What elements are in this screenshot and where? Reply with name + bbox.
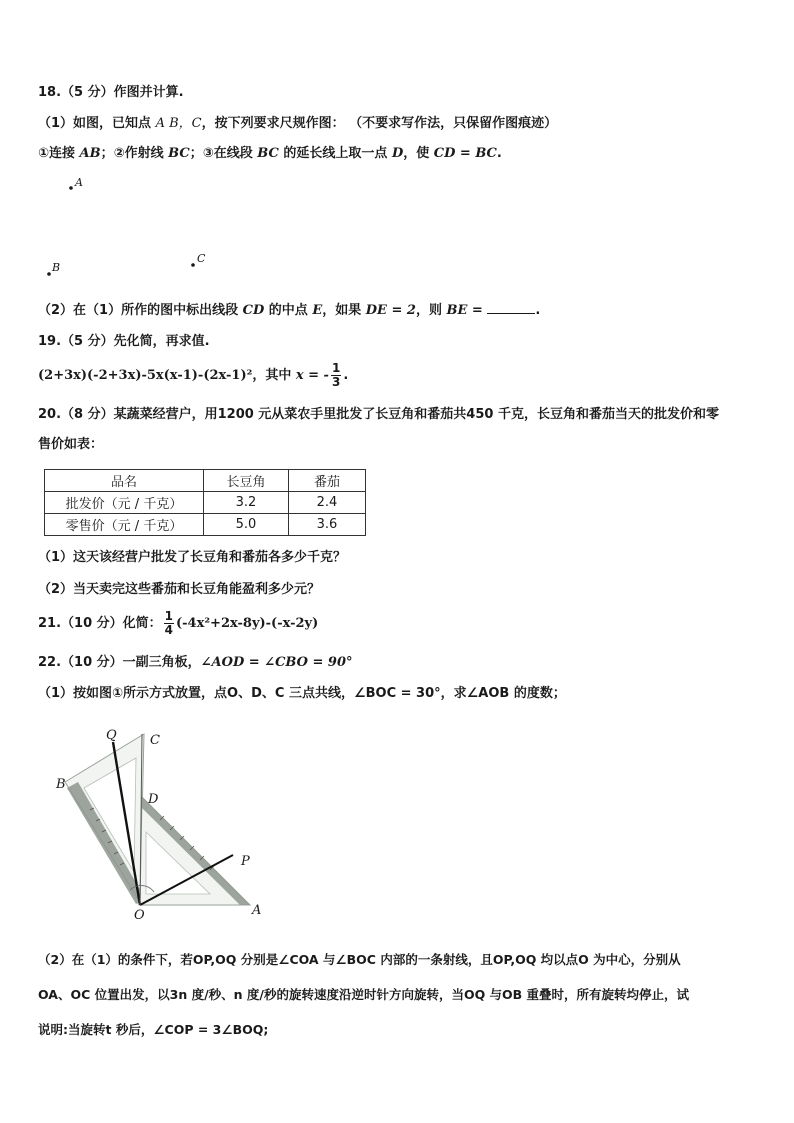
table-header-row — [45, 470, 366, 492]
label-a: A — [75, 176, 83, 189]
point-c — [191, 263, 195, 267]
q19-expression: (2+3x)(-2+3x)-5x(x-1)-(2x-1)²，其中 x = - $\frac{1}{3}$ . — [38, 361, 349, 389]
label-b2: B — [56, 777, 66, 792]
answer-blank[interactable] — [487, 301, 535, 314]
price-table — [44, 469, 366, 536]
label-d: D — [148, 792, 159, 807]
q22-title: 22.（10 分）一副三角板，∠AOD = ∠CBO = 90° — [38, 655, 353, 670]
fraction-one-quarter: $\frac{1}{4}$ — [164, 609, 174, 637]
label-o: O — [134, 908, 145, 923]
q22-part1: （1）按如图①所示方式放置，点O、D、C 三点共线，∠BOC = 30°，求∠AOB 的度数； — [38, 686, 566, 701]
q19-title: 19.（5 分）先化简，再求值. — [38, 334, 210, 349]
q20-line2: 售价如表： — [38, 437, 104, 452]
table-cell: 2.4 — [289, 492, 366, 514]
label-a2: A — [252, 903, 262, 918]
label-b: B — [52, 261, 61, 274]
q18-part1-steps: ①连接 AB；②作射线 BC；③在线段 BC 的延长线上取一点 D，使 CD = BC. — [38, 146, 502, 161]
table-row — [45, 514, 366, 536]
q20-sub1: （1）这天该经营户批发了长豆角和番茄各多少千克？ — [38, 550, 347, 565]
table-header-cell: 长豆角 — [204, 470, 289, 492]
table-cell: 3.2 — [204, 492, 289, 514]
q20-sub2: （2）当天卖完这些番茄和长豆角能盈利多少元？ — [38, 582, 321, 597]
table-cell: 3.6 — [289, 514, 366, 536]
label-q: Q — [106, 728, 117, 743]
q22-part2-line2: OA、OC 位置出发，以3n 度/秒、n 度/秒的旋转速度沿逆时针方向旋转，当OQ 与OB 重叠时，所有旋转均停止，试 — [38, 987, 690, 1002]
label-c: C — [197, 252, 206, 265]
table-row — [45, 492, 366, 514]
q18-part2: （2）在（1）所作的图中标出线段 CD 的中点 E，如果 DE = 2，则 BE = . — [38, 303, 541, 318]
point-a — [69, 186, 73, 190]
q20-line1: 20.（8 分）某蔬菜经营户，用1200 元从菜农手里批发了长豆角和番茄共450 千克，长豆角和番茄当天的批发价和零 — [38, 407, 719, 422]
table-cell: 零售价（元 / 千克） — [45, 514, 204, 536]
q22-part2-line3: 说明:当旋转t 秒后，∠COP = 3∠BOQ; — [38, 1022, 269, 1037]
table-header-cell: 番茄 — [289, 470, 366, 492]
point-b — [47, 272, 51, 276]
q18-part1-intro: （1）如图，已知点 A B，C，按下列要求尺规作图： （不要求写作法，只保留作图痕迹） — [38, 116, 558, 131]
q18-title: 18.（5 分）作图并计算. — [38, 85, 184, 100]
q18-points-figure — [40, 170, 240, 280]
fraction-one-third: $\frac{1}{3}$ — [331, 361, 341, 389]
table-cell: 5.0 — [204, 514, 289, 536]
q21-line: 21.（10 分）化简： $\frac{1}{4}$ (-4x²+2x-8y)-(-x-2y) — [38, 609, 319, 637]
q22-part2-line1: （2）在（1）的条件下，若OP,OQ 分别是∠COA 与∠BOC 内部的一条射线，且OP,OQ 均以点O 为中心，分别从 — [38, 952, 681, 967]
table-cell: 批发价（元 / 千克） — [45, 492, 204, 514]
label-p: P — [241, 854, 250, 869]
table-header-cell: 品名 — [45, 470, 204, 492]
triangle-figure — [50, 722, 280, 932]
label-c2: C — [150, 733, 160, 748]
